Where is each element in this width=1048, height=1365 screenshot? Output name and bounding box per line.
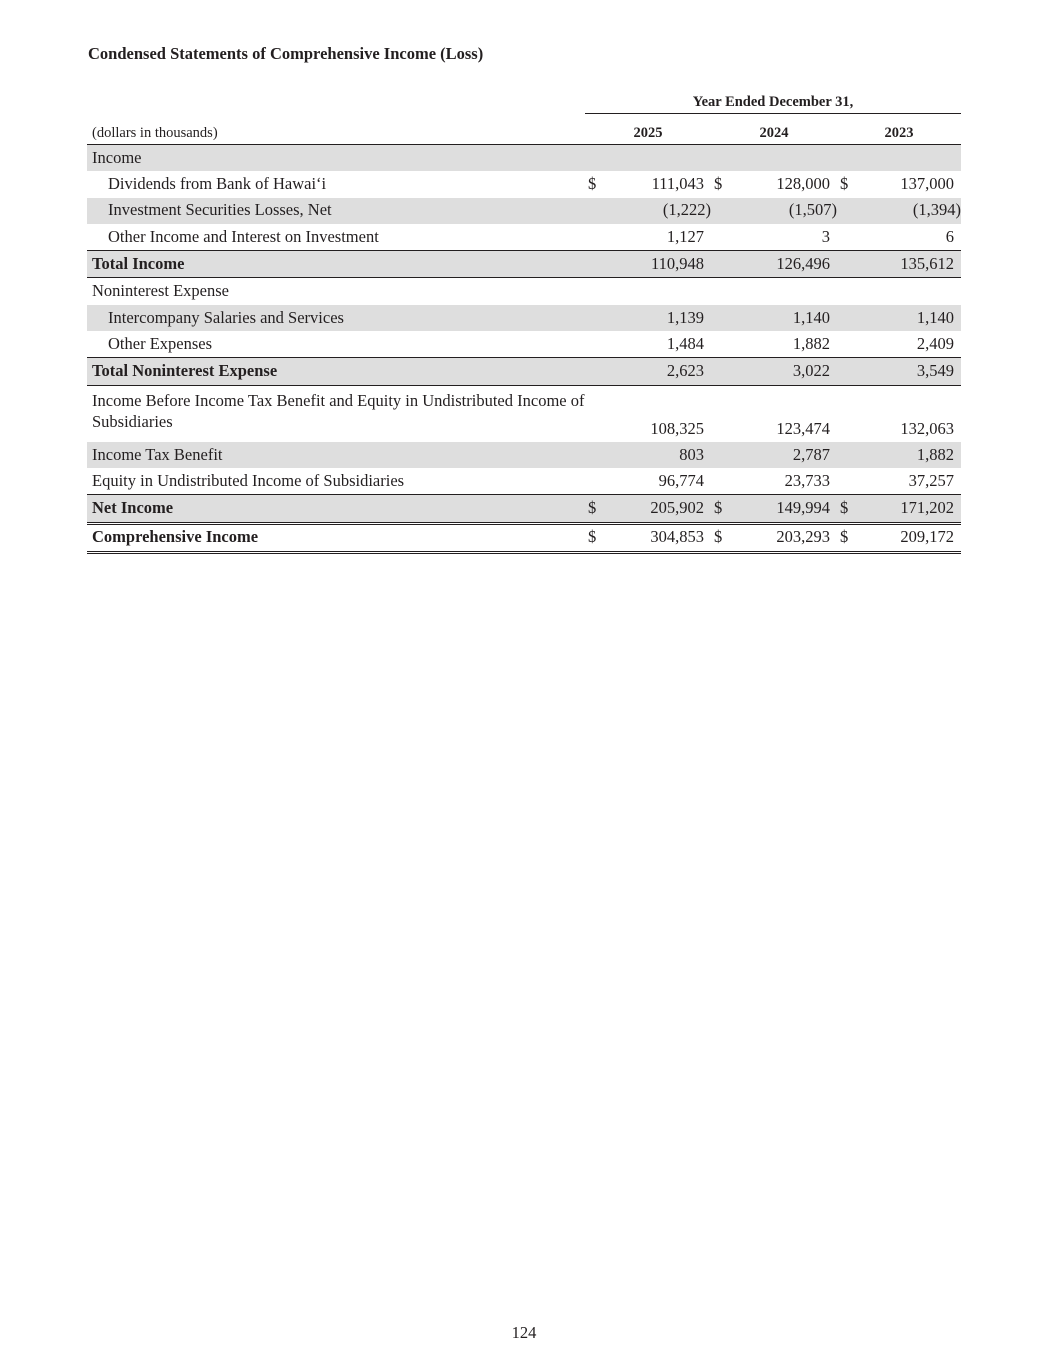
- currency-symbol: $: [837, 495, 865, 523]
- value-cell: (1,222): [613, 198, 711, 224]
- value-cell: 803: [613, 442, 711, 468]
- unit-label: (dollars in thousands): [87, 117, 585, 145]
- value-cell: 137,000: [900, 174, 954, 194]
- row-label: Dividends from Bank of Hawai‘i: [108, 174, 327, 194]
- currency-symbol: $: [585, 523, 613, 552]
- currency-symbol: $: [714, 174, 723, 194]
- year-header: 2024: [711, 117, 837, 145]
- value-cell: 1,484: [666, 333, 704, 353]
- table-row: [87, 385, 961, 442]
- value-cell: 6: [945, 226, 954, 246]
- value-cell: 171,202: [865, 495, 961, 523]
- value-cell: 2,623: [613, 358, 711, 385]
- year-group-header: Year Ended December 31,: [585, 94, 961, 114]
- value-cell: 108,325: [650, 419, 704, 439]
- value-cell: 126,496: [739, 251, 837, 278]
- value-cell: 209,172: [865, 523, 961, 552]
- total-row: [87, 358, 961, 385]
- year-header: 2023: [837, 117, 961, 145]
- value-cell: 23,733: [784, 470, 830, 490]
- table-row: [87, 224, 961, 251]
- value-cell: 205,902: [613, 495, 711, 523]
- row-label: Income Before Income Tax Benefit and Equity in Undistributed Income of Subsidiaries: [92, 390, 585, 432]
- section-header-row: [87, 145, 961, 172]
- row-label: Other Expenses: [108, 333, 213, 353]
- value-cell: 3: [821, 226, 830, 246]
- income-statement-table: [87, 117, 961, 554]
- value-cell: 37,257: [908, 470, 954, 490]
- value-cell: (1,394): [865, 198, 961, 224]
- section-header-row: [87, 278, 961, 305]
- value-cell: 110,948: [613, 251, 711, 278]
- row-label: Total Noninterest Expense: [87, 358, 585, 385]
- row-label: Income Tax Benefit: [87, 442, 585, 468]
- comprehensive-income-row: [87, 523, 961, 552]
- value-cell: 132,063: [900, 419, 954, 439]
- currency-symbol: $: [588, 174, 597, 194]
- page-number: 124: [511, 1323, 537, 1342]
- row-label: Other Income and Interest on Investment: [108, 226, 379, 246]
- row-label: Equity in Undistributed Income of Subsidiaries: [92, 470, 405, 490]
- value-cell: 203,293: [739, 523, 837, 552]
- currency-symbol: $: [585, 495, 613, 523]
- table-row: [87, 468, 961, 495]
- value-cell: 2,409: [916, 333, 954, 353]
- value-cell: 128,000: [776, 174, 830, 194]
- statement-title: Condensed Statements of Comprehensive Income (Loss): [88, 44, 484, 63]
- value-cell: 304,853: [613, 523, 711, 552]
- value-cell: 2,787: [739, 442, 837, 468]
- value-cell: 3,549: [865, 358, 961, 385]
- table-row: [87, 442, 961, 468]
- row-label: Income: [87, 145, 585, 172]
- value-cell: 3,022: [739, 358, 837, 385]
- currency-symbol: $: [711, 523, 739, 552]
- value-cell: 135,612: [865, 251, 961, 278]
- value-cell: 149,994: [739, 495, 837, 523]
- value-cell: (1,507): [739, 198, 837, 224]
- table-row: [87, 305, 961, 331]
- total-row: [87, 251, 961, 278]
- value-cell: 96,774: [658, 470, 704, 490]
- table-row: [87, 331, 961, 358]
- currency-symbol: $: [840, 174, 849, 194]
- row-label: Net Income: [87, 495, 585, 523]
- table-row: [87, 198, 961, 224]
- value-cell: 111,043: [651, 174, 704, 194]
- row-label: Noninterest Expense: [92, 281, 230, 301]
- row-label: Total Income: [87, 251, 585, 278]
- year-header: 2025: [585, 117, 711, 145]
- value-cell: 1,882: [865, 442, 961, 468]
- value-cell: 123,474: [776, 419, 830, 439]
- currency-symbol: $: [837, 523, 865, 552]
- value-cell: 1,127: [666, 226, 704, 246]
- table-row: [87, 171, 961, 197]
- row-label: Intercompany Salaries and Services: [87, 305, 585, 331]
- net-income-row: [87, 495, 961, 523]
- currency-symbol: $: [711, 495, 739, 523]
- value-cell: 1,882: [792, 333, 830, 353]
- value-cell: 1,140: [865, 305, 961, 331]
- column-header-row: [87, 117, 961, 145]
- row-label: Investment Securities Losses, Net: [87, 198, 585, 224]
- value-cell: 1,140: [739, 305, 837, 331]
- row-label: Comprehensive Income: [87, 523, 585, 552]
- value-cell: 1,139: [613, 305, 711, 331]
